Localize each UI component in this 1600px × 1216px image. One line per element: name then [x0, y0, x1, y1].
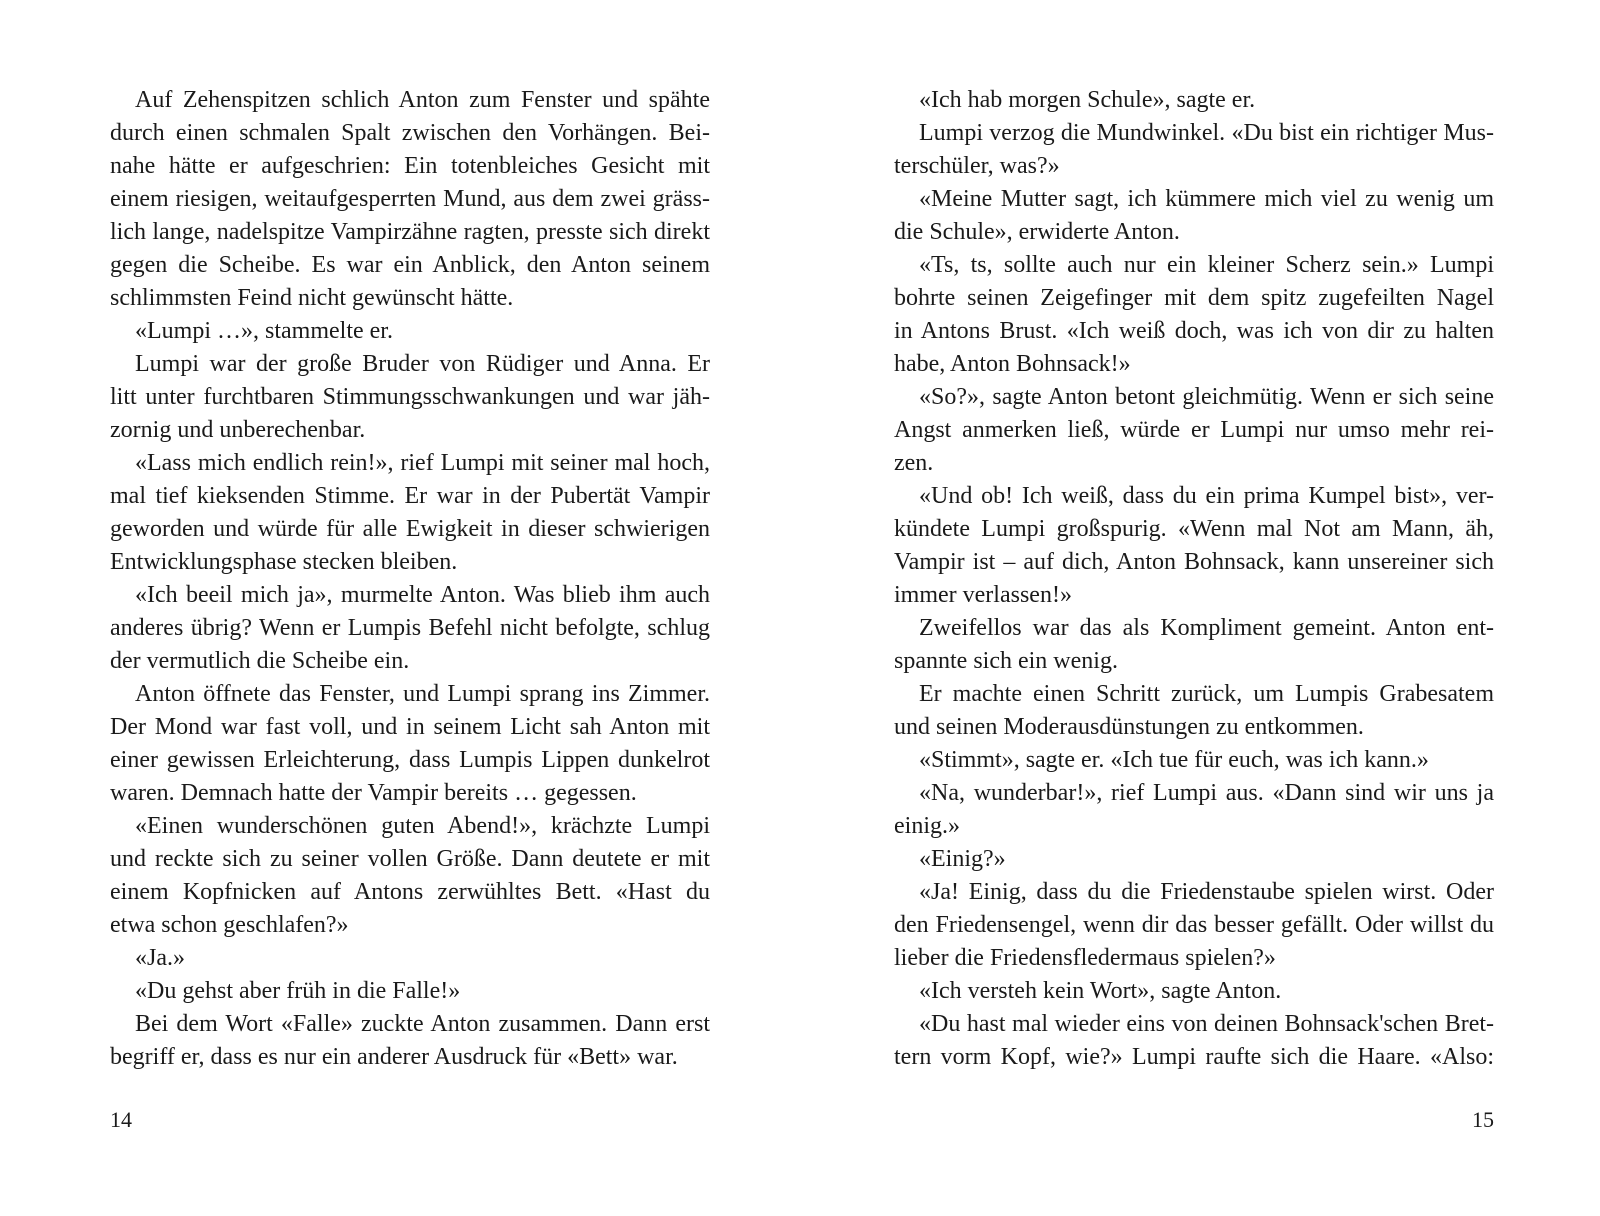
text-line: lieber die Friedensfledermaus spielen?» [894, 945, 1276, 971]
text-line: Bei dem Wort «Falle» zuckte Anton zusammen. Dann erst [135, 1011, 710, 1037]
text-line: «So?», sagte Anton betont gleichmütig. Wenn er sich seine [919, 384, 1494, 410]
page-number-right: 15 [1472, 1107, 1494, 1132]
text-line: Entwicklungsphase stecken bleiben. [110, 549, 458, 575]
text-line: «Einen wunderschönen guten Abend!», krächzte Lumpi [135, 813, 710, 839]
text-line: gegen die Scheibe. Es war ein Anblick, den Anton seinem [110, 252, 710, 278]
text-line: «Ich hab morgen Schule», sagte er. [919, 87, 1256, 113]
text-line: einer gewissen Erleichterung, dass Lumpis Lippen dunkelrot [110, 747, 710, 773]
text-line: «Na, wunderbar!», rief Lumpi aus. «Dann sind wir uns ja [919, 780, 1494, 806]
page-number-left: 14 [110, 1107, 132, 1132]
text-line: und seinen Moderausdünstungen zu entkommen. [894, 714, 1364, 740]
text-line: einem riesigen, weitaufgesperrten Mund, aus dem zwei gräss- [110, 186, 710, 212]
right-page [894, 84, 1494, 1074]
text-line: bohrte seinen Zeigefinger mit dem spitz zugefeilten Nagel [894, 285, 1494, 311]
text-line: «Lumpi …», stammelte er. [135, 318, 393, 344]
text-line: Anton öffnete das Fenster, und Lumpi sprang ins Zimmer. [135, 681, 710, 707]
text-line: einem Kopfnicken auf Antons zerwühltes Bett. «Hast du [110, 879, 710, 905]
text-line: zen. [894, 450, 934, 476]
text-line: «Ja! Einig, dass du die Friedenstaube spielen wirst. Oder [919, 879, 1494, 905]
text-line: «Ja.» [135, 945, 185, 971]
text-line: die Schule», erwiderte Anton. [894, 219, 1180, 245]
text-line: geworden und würde für alle Ewigkeit in dieser schwierigen [110, 516, 710, 542]
text-line: habe, Anton Bohnsack!» [894, 351, 1131, 377]
left-page [110, 84, 710, 1074]
text-line: Angst anmerken ließ, würde er Lumpi nur umso mehr rei- [894, 417, 1494, 443]
text-line: etwa schon geschlafen?» [110, 912, 349, 938]
text-line: in Antons Brust. «Ich weiß doch, was ich von dir zu halten [894, 318, 1494, 344]
text-line: «Ts, ts, sollte auch nur ein kleiner Scherz sein.» Lumpi [919, 252, 1494, 278]
text-line: «Stimmt», sagte er. «Ich tue für euch, was ich kann.» [919, 747, 1429, 773]
text-line: litt unter furchtbaren Stimmungsschwankungen und war jäh- [110, 384, 710, 410]
text-line: «Einig?» [919, 846, 1006, 872]
text-line: «Du gehst aber früh in die Falle!» [135, 978, 461, 1004]
text-line: der vermutlich die Scheibe ein. [110, 648, 410, 674]
text-line: begriff er, dass es nur ein anderer Ausdruck für «Bett» war. [110, 1044, 678, 1070]
text-line: Auf Zehenspitzen schlich Anton zum Fenster und spähte [135, 87, 710, 113]
text-line: Der Mond war fast voll, und in seinem Licht sah Anton mit [110, 714, 710, 740]
text-line: «Du hast mal wieder eins von deinen Bohnsack'schen Bret- [919, 1011, 1494, 1037]
text-line: immer verlassen!» [894, 582, 1072, 608]
text-line: anderes übrig? Wenn er Lumpis Befehl nicht befolgte, schlug [110, 615, 710, 641]
text-line: schlimmsten Feind nicht gewünscht hätte. [110, 285, 514, 311]
text-line: einig.» [894, 813, 960, 839]
text-line: «Lass mich endlich rein!», rief Lumpi mit seiner mal hoch, [135, 450, 710, 476]
text-line: terschüler, was?» [894, 153, 1060, 179]
text-line: durch einen schmalen Spalt zwischen den Vorhängen. Bei- [110, 120, 710, 146]
text-line: Lumpi war der große Bruder von Rüdiger und Anna. Er [135, 351, 710, 377]
text-line: «Ich beeil mich ja», murmelte Anton. Was blieb ihm auch [135, 582, 710, 608]
text-line: den Friedensengel, wenn dir das besser gefällt. Oder willst du [894, 912, 1494, 938]
text-line: «Meine Mutter sagt, ich kümmere mich viel zu wenig um [919, 186, 1494, 212]
text-line: waren. Demnach hatte der Vampir bereits … gegessen. [110, 780, 637, 806]
text-line: nahe hätte er aufgeschrien: Ein totenbleiches Gesicht mit [110, 153, 710, 179]
text-line: tern vorm Kopf, wie?» Lumpi raufte sich die Haare. «Also: [894, 1044, 1494, 1070]
text-line: zornig und unberechenbar. [110, 417, 366, 443]
text-line: kündete Lumpi großspurig. «Wenn mal Not am Mann, äh, [894, 516, 1494, 542]
text-line: «Ich versteh kein Wort», sagte Anton. [919, 978, 1282, 1004]
text-line: Er machte einen Schritt zurück, um Lumpis Grabesatem [919, 681, 1494, 707]
text-line: mal tief kieksenden Stimme. Er war in der Pubertät Vampir [110, 483, 710, 509]
text-line: Zweifellos war das als Kompliment gemeint. Anton ent- [919, 615, 1494, 641]
text-line: spannte sich ein wenig. [894, 648, 1118, 674]
text-line: lich lange, nadelspitze Vampirzähne ragten, presste sich direkt [110, 219, 710, 245]
text-line: «Und ob! Ich weiß, dass du ein prima Kumpel bist», ver- [919, 483, 1494, 509]
text-line: Lumpi verzog die Mundwinkel. «Du bist ein richtiger Mus- [919, 120, 1494, 146]
text-line: und reckte sich zu seiner vollen Größe. Dann deutete er mit [110, 846, 710, 872]
text-line: Vampir ist – auf dich, Anton Bohnsack, kann unsereiner sich [894, 549, 1494, 575]
